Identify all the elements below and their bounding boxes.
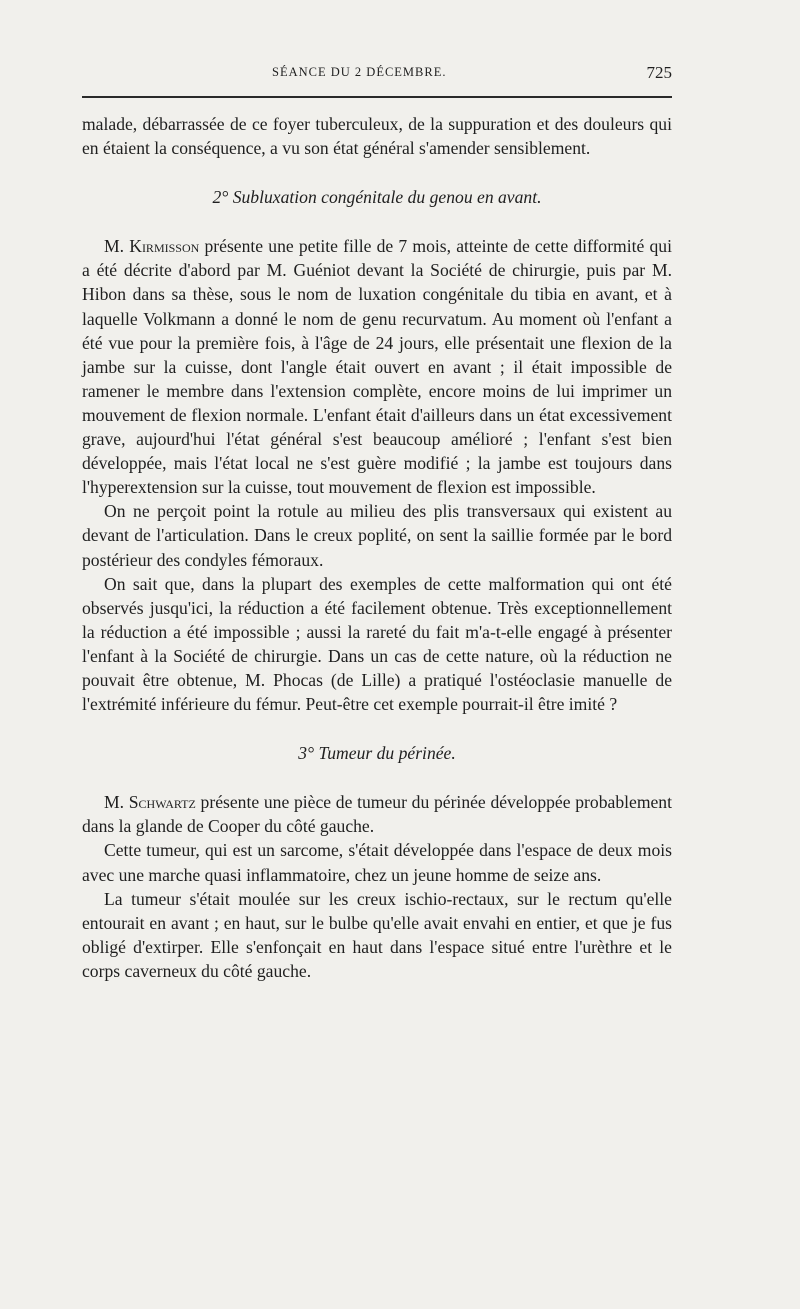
author-name: Schwartz: [128, 792, 196, 813]
text-body: [82, 112, 672, 983]
section-heading: 2° Subluxation congénitale du genou en avant.: [212, 187, 542, 208]
paragraph-lead: M.: [104, 236, 130, 257]
header-title: SÉANCE DU 2 DÉCEMBRE.: [272, 65, 447, 79]
paragraph: [82, 234, 672, 499]
page-number: 725: [646, 63, 672, 82]
paragraph-text: présente une pièce de tumeur du périnée développée probablement dans la glande de Cooper du côté gauche.: [82, 792, 672, 837]
paragraph: On sait que, dans la plupart des exemples de cette malformation qui ont été observés jusqu'ici, la réduction a été facilement obtenue. Très exceptionnellement la réduction a été impossible ; aussi la rareté du fait m'a-t-elle engagé à présenter l'enfant à la Société de chirurgie. Dans un cas de cette nature, où la réduction ne pouvait être obtenue, M. Phocas (de Lille) a pratiqué l'ostéoclasie manuelle de l'extrémité inférieure du fémur. Peut-être cet exemple pourrait-il être imité ?: [82, 573, 672, 715]
author-name: Kirmisson: [129, 236, 200, 257]
header-rule: [82, 96, 672, 98]
paragraph-lead: M.: [104, 792, 129, 813]
paragraph: [82, 790, 672, 838]
paragraph: Cette tumeur, qui est un sarcome, s'était développée dans l'espace de deux mois avec une marche quasi inflammatoire, chez un jeune homme de seize ans.: [82, 840, 672, 885]
paragraph-text: présente une petite fille de 7 mois, atteinte de cette difformité qui a été décrite d'abord par M. Guéniot devant la Société de chirurgie, puis par M. Hibon dans sa thèse, sous le nom de luxation congénitale du tibia en avant, et à laquelle Volkmann a donné le nom de genu recurvatum. Au moment où l'enfant a été vue pour la première fois, à l'âge de 24 jours, elle présentait une flexion de la jambe sur la cuisse, dont l'angle était ouvert en avant ; il était impossible de ramener le membre dans l'extension complète, encore moins de lui imprimer un mouvement de flexion normale. L'enfant était d'ailleurs dans un état excessivement grave, aujourd'hui l'état général s'est beaucoup amélioré ; l'enfant s'est bien développée, mais l'état local ne s'est guère modifié ; la jambe est toujours dans l'hyperextension sur la cuisse, tout mouvement de flexion est impossible.: [82, 236, 672, 498]
paragraph: On ne perçoit point la rotule au milieu des plis transversaux qui existent au devant de l'articulation. Dans le creux poplité, on sent la saillie formée par le bord postérieur des condyles fémoraux.: [82, 501, 672, 570]
section-heading: 3° Tumeur du périnée.: [298, 743, 456, 764]
paragraph: malade, débarrassée de ce foyer tuberculeux, de la suppuration et des douleurs qui en étaient la conséquence, a vu son état général s'amender sensiblement.: [82, 114, 672, 159]
running-header: [82, 63, 672, 87]
paragraph: La tumeur s'était moulée sur les creux ischio-rectaux, sur le rectum qu'elle entourait en avant ; en haut, sur le bulbe qu'elle avait envahi en entier, et que je fus obligé d'extirper. Elle s'enfonçait en haut dans l'espace situé entre l'urèthre et le corps caverneux du côté gauche.: [82, 888, 672, 981]
